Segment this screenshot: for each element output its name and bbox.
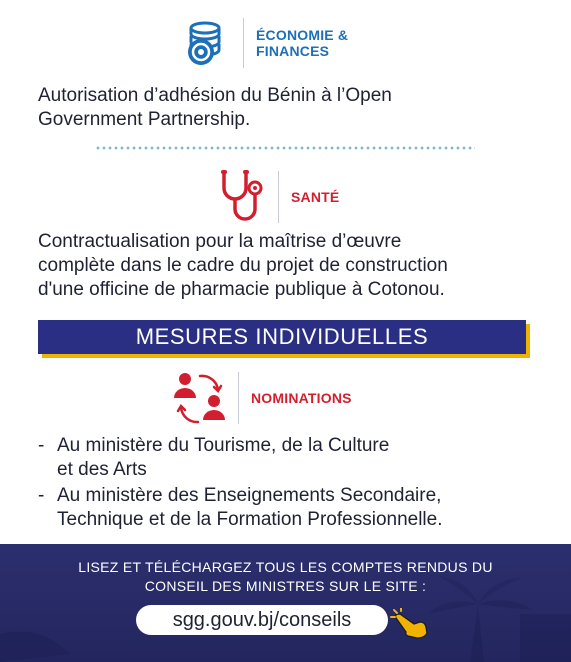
footer-line: LISEZ ET TÉLÉCHARGEZ TOUS LES COMPTES RENDUS DU xyxy=(78,559,493,575)
nominations-list xyxy=(38,434,538,534)
section-header-nominations xyxy=(172,370,352,426)
section-label-sante: SANTÉ xyxy=(291,189,340,205)
people-exchange-icon xyxy=(172,370,228,426)
list-item-text xyxy=(57,484,443,532)
section-header-economie xyxy=(181,18,348,68)
header-divider xyxy=(238,372,239,424)
text-line: Government Partnership. xyxy=(38,109,251,130)
label-line: FINANCES xyxy=(256,43,330,59)
footer-banner xyxy=(0,544,571,662)
pointing-hand-icon xyxy=(390,608,432,640)
section-label-economie xyxy=(256,27,348,59)
header-divider xyxy=(243,18,244,68)
section-label-nominations: NOMINATIONS xyxy=(251,390,352,406)
text-line: et des Arts xyxy=(57,459,147,480)
mesures-individuelles-banner xyxy=(38,320,526,354)
website-url[interactable]: sgg.gouv.bj/conseils xyxy=(172,608,352,631)
website-link[interactable] xyxy=(136,605,388,635)
dotted-separator xyxy=(95,145,475,151)
stethoscope-icon xyxy=(218,168,268,226)
text-line: Au ministère des Enseignements Secondaire, xyxy=(57,485,442,506)
header-divider xyxy=(278,171,279,223)
section-header-sante xyxy=(218,168,339,226)
text-line: Autorisation d’adhésion du Bénin à l’Open xyxy=(38,85,392,106)
label-line: ÉCONOMIE & xyxy=(256,27,349,43)
list-dash: - xyxy=(38,435,45,456)
footer-text xyxy=(0,558,571,596)
text-line: Contractualisation pour la maîtrise d’œuvre xyxy=(38,231,402,252)
coins-stack-icon xyxy=(181,18,233,68)
sante-text xyxy=(38,230,558,302)
banner-title: MESURES INDIVIDUELLES xyxy=(135,324,429,349)
list-item xyxy=(38,484,538,532)
text-line: Technique et de la Formation Professionnelle. xyxy=(57,509,443,530)
text-line: Au ministère du Tourisme, de la Culture xyxy=(57,435,390,456)
list-dash: - xyxy=(38,485,45,506)
economie-text xyxy=(38,84,538,132)
text-line: complète dans le cadre du projet de construction xyxy=(38,255,448,276)
footer-line: CONSEIL DES MINISTRES SUR LE SITE : xyxy=(144,578,427,594)
list-item xyxy=(38,434,538,482)
text-line: d'une officine de pharmacie publique à Cotonou. xyxy=(38,279,445,300)
list-item-text xyxy=(57,434,389,482)
